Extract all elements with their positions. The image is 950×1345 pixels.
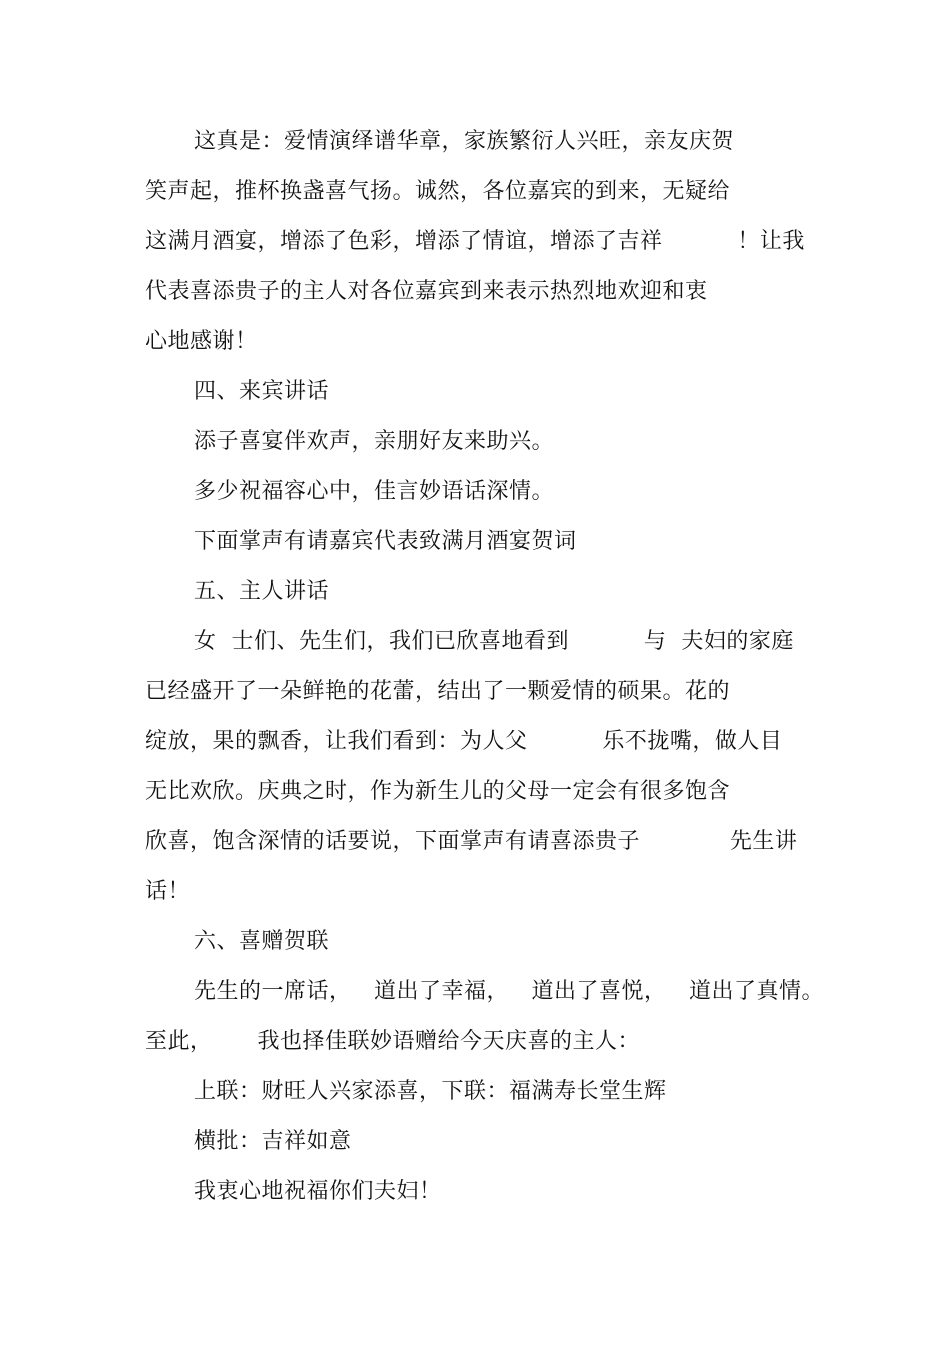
paragraph-line: 女 士们、先生们，我们已欣喜地看到 与 夫妇的家庭: [194, 629, 794, 654]
paragraph-line: 心地感谢！: [145, 329, 258, 354]
paragraph-line: 多少祝福容心中，佳言妙语话深情。: [194, 479, 555, 504]
paragraph-line: 这真是：爱情演绎谱华章，家族繁衍人兴旺，亲友庆贺: [194, 129, 735, 154]
paragraph-line: 无比欢欣。庆典之时，作为新生儿的父母一定会有很多饱含: [145, 779, 731, 804]
paragraph-line: 这满月酒宴，增添了色彩，增添了情谊，增添了吉祥 ！让我: [145, 229, 805, 254]
paragraph-line: 添子喜宴伴欢声，亲朋好友来助兴。: [194, 429, 555, 454]
paragraph-line: 欣喜，饱含深情的话要说，下面掌声有请喜添贵子 先生讲: [145, 829, 798, 854]
paragraph-line: 下面掌声有请嘉宾代表致满月酒宴贺词: [194, 529, 577, 554]
couplet-banner: 横批：吉祥如意: [194, 1129, 352, 1154]
paragraph-line: 代表喜添贵子的主人对各位嘉宾到来表示热烈地欢迎和衷: [145, 279, 708, 304]
paragraph-line: 我衷心地祝福你们夫妇！: [194, 1179, 442, 1204]
paragraph-line: 至此， 我也择佳联妙语赠给今天庆喜的主人：: [145, 1029, 640, 1054]
paragraph-line: 绽放，果的飘香，让我们看到：为人父 乐不拢嘴，做人目: [145, 729, 783, 754]
section-heading: 六、喜赠贺联: [194, 929, 330, 954]
paragraph-line: 笑声起，推杯换盏喜气扬。诚然，各位嘉宾的到来，无疑给: [145, 179, 731, 204]
paragraph-line: 已经盛开了一朵鲜艳的花蕾，结出了一颗爱情的硕果。花的: [145, 679, 731, 704]
section-heading: 五、主人讲话: [194, 579, 330, 604]
section-heading: 四、来宾讲话: [194, 379, 330, 404]
couplet-line: 上联：财旺人兴家添喜，下联：福满寿长堂生辉: [194, 1079, 667, 1104]
paragraph-line: 话！: [145, 879, 191, 904]
paragraph-line: 先生的一席话， 道出了幸福， 道出了喜悦， 道出了真情。: [194, 979, 824, 1004]
